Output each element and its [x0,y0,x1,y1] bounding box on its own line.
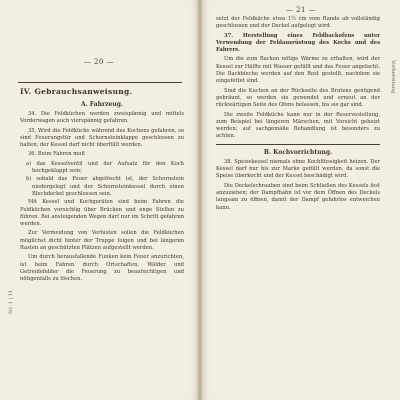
right-page [202,0,400,400]
closing-paragraph: Um durch herausfallende Funken kein Feuer anzurichten, ist beim Fahren durch Ortschaften, Wälder und Getreidefelder die Feuerung zu beaufsichtigen und nötigenfalls zu löschen. [20,254,184,283]
left-page-text [20,86,184,286]
list-item-a: a) das Kesselventil und der Aufsatz für den Koch hochgeklappt sein; [26,160,184,175]
chapter-heading: IV. Gebrauchsanweisung. [20,87,133,96]
paragraph-34: 34. Die Feldküchen werden zweispännig und mittels Vorderwagen auch vierspännig gefahren. [20,111,184,125]
closing-paragraph: Mit Kessel und Kochgeräten sind beim Fahren die Feldküchen vorsichtig über Brücken und enge Stellen zu führen. Bei ansteigenden Wegen darf nur im Schritt gefahren werden. [20,199,184,228]
body-paragraph: Um die zum Backen nötige Wärme zu erhalten, wird der Kessel zur Hälfte mit Wasser gefüllt und das Feuer angefacht. Die Backbleche werden auf den Rost gestellt, nachdem sie eingefettet sind. [216,56,380,85]
right-page-text [216,16,380,214]
closing-paragraph: Zur Vermeidung von Verlusten sollen die Feldküchen möglichst dicht hinter der Truppe folgen und bei längeren Rasten an geschützten Plätzen aufgestellt werden. [20,230,184,252]
body-paragraph: Die zweite Feldküche kann nur in der Reservestellung, zum Beispiel bei längeren Märschen, mit Vorsicht geheizt werden; auf sachgemäße Behandlung ist besonders zu achten. [216,111,380,140]
body-paragraph: Die Deckelschrauben sind beim Schließen des Kessels fest anzuziehen; der Dampfhahn ist vor dem Öffnen des Deckels langsam zu öffnen, damit der Dampf gefahrlos entweichen kann. [216,182,380,211]
page-number-left: — 20 — [83,58,115,66]
section-heading-a: A. Fahrzeug. [80,101,124,108]
body-paragraph: Sind die Kuchen an der Rückseite des Bratens genügend gebräunt, so werden sie gewendet und erneut an der rückwärtigen Seite des Ofens belassen, bis sie gar sind. [216,87,380,109]
header-rule-left [18,82,182,83]
continuation-paragraph: setzt der Feldküche etwa 1½ cm vom Rande ab vollständig geschlossen und der Deckel aufgelegt wird. [216,16,380,30]
paragraph-36: 36. Beim Fahren muß [28,151,85,158]
margin-note-left: Nr. 1 | 11 [8,290,14,314]
list-item-b: b) sobald das Feuer abgelöscht ist, der Schornstein niedergelegt und der Schornsteinkessel durch einen Blechdeckel geschlossen sein. [26,176,184,197]
paragraph-35: 35. Wird die Feldküche während des Kochens gefahren, so sind Feuerungstür und Schornsteinklappe geschlossen zu halten; der Kessel darf nicht überfüllt werden. [20,127,184,149]
paragraph-38: 38. Speisekessel niemals ohne Kochflüssigkeit heizen. Der Kessel darf nur bis zur Marke gefüllt werden, da sonst die Speise überkocht und der Kessel beschädigt wird. [216,158,380,180]
left-page [0,0,198,400]
margin-note-right: Vorbereitung [390,60,396,94]
paragraph-37: 37. Herstellung eines Feldbackofens unter Verwendung der Feldausrüstung des Kochs und des Fahrers. [216,32,380,54]
page-number-right: — 21 — [285,6,317,14]
section-heading-b: B. Kochvorrichtung. [216,144,380,157]
